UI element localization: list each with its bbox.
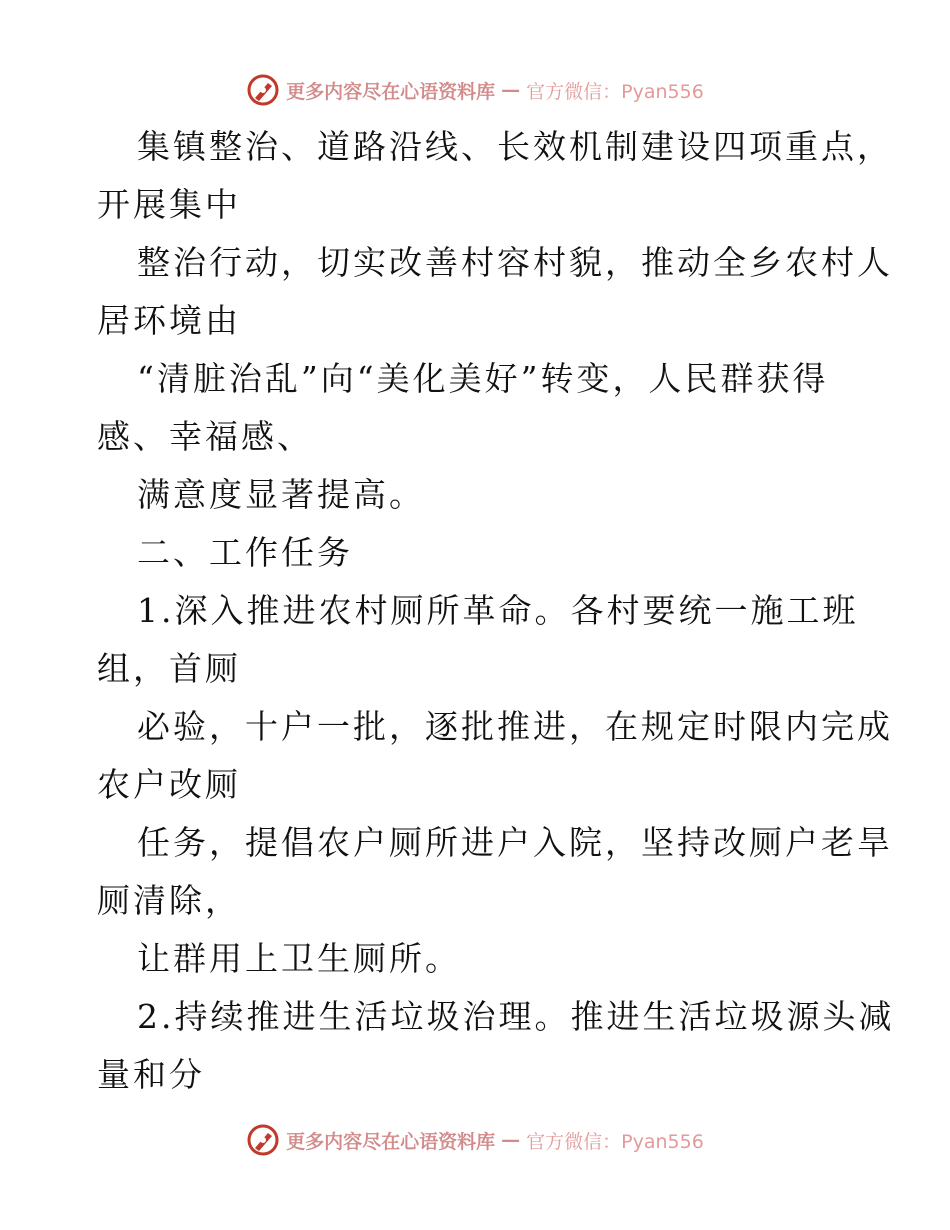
banner-wechat-text: 官方微信：Pyan556 bbox=[526, 80, 704, 103]
text-line: 厕清除， bbox=[97, 881, 241, 920]
text-line: 必验，十户一批，逐批推进，在规定时限内完成 bbox=[137, 707, 893, 746]
pen-logo-icon bbox=[246, 73, 280, 107]
document-body bbox=[97, 118, 895, 1104]
text-line: 居环境由 bbox=[97, 301, 241, 340]
text-line: 2.持续推进生活垃圾治理。推进生活垃圾源头减 bbox=[137, 997, 895, 1036]
text-line: 集镇整治、道路沿线、长效机制建设四项重点， bbox=[137, 127, 893, 166]
text-line: “清脏治乱”向“美化美好”转变，人民群获得 bbox=[137, 359, 829, 398]
text-line: 二、工作任务 bbox=[137, 533, 353, 572]
banner-wechat-text: 官方微信：Pyan556 bbox=[526, 1130, 704, 1153]
header-banner bbox=[0, 70, 950, 110]
pen-logo-icon bbox=[246, 1123, 280, 1157]
text-line: 农户改厕 bbox=[97, 765, 241, 804]
banner-dash: — bbox=[501, 1129, 521, 1151]
text-line: 满意度显著提高。 bbox=[137, 475, 425, 514]
banner-dash: — bbox=[501, 79, 521, 101]
text-line: 组，首厕 bbox=[97, 649, 241, 688]
text-line: 开展集中 bbox=[97, 185, 241, 224]
text-line: 让群用上卫生厕所。 bbox=[137, 939, 461, 978]
text-line: 整治行动，切实改善村容村貌，推动全乡农村人 bbox=[137, 243, 893, 282]
footer-banner bbox=[0, 1120, 950, 1160]
text-line: 量和分 bbox=[97, 1055, 205, 1094]
text-line: 任务，提倡农户厕所进户入院，坚持改厕户老旱 bbox=[137, 823, 893, 862]
text-line: 感、幸福感、 bbox=[97, 417, 313, 456]
banner-site-text: 更多内容尽在心语资料库 bbox=[286, 80, 496, 103]
banner-site-text: 更多内容尽在心语资料库 bbox=[286, 1130, 496, 1153]
text-line: 1.深入推进农村厕所革命。各村要统一施工班 bbox=[137, 591, 859, 630]
